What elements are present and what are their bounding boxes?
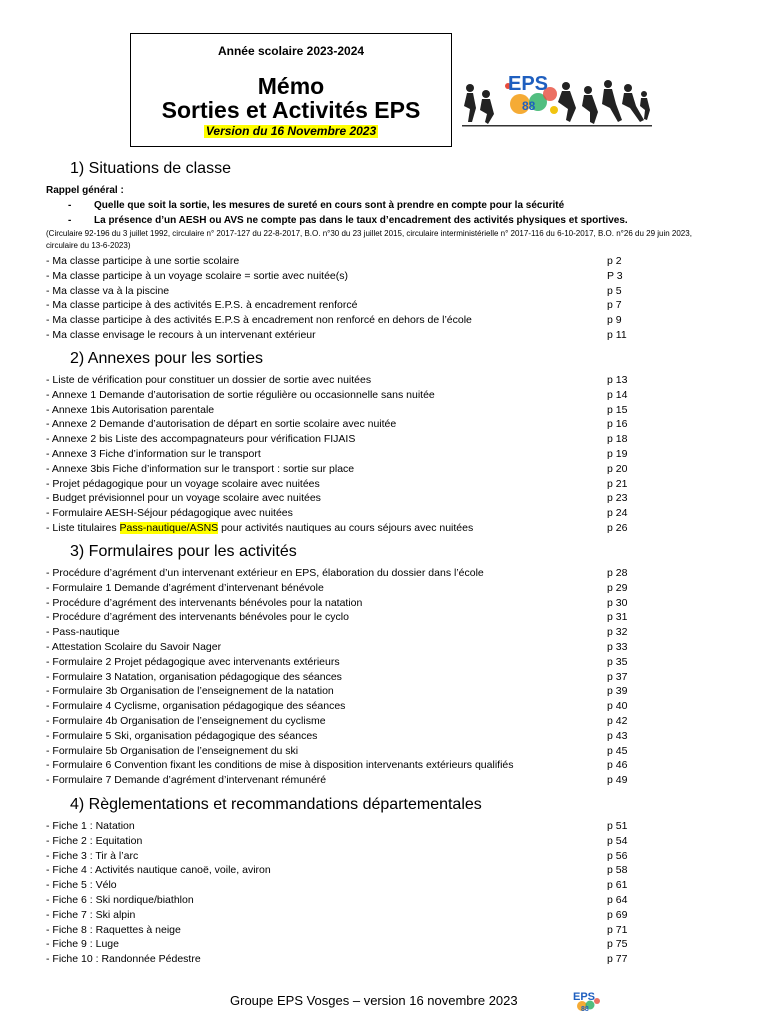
section-title-4: 4) Règlementations et recommandations départementales [70, 796, 482, 813]
toc-page: p 71 [607, 923, 628, 936]
toc-page: P 3 [607, 269, 623, 282]
toc-row-highlighted[interactable]: - Liste titulaires Pass-nautique/ASNS pour activités nautiques au cours séjours avec nuitées p 26 [46, 522, 628, 534]
toc-page: p 31 [607, 611, 628, 624]
section-title-3: 3) Formulaires pour les activités [70, 543, 297, 560]
toc-page: p 21 [607, 477, 628, 490]
reminder-bullet: - La présence d’un AESH ou AVS ne compte pas dans le taux d’encadrement des activités physiques et sportives. [68, 215, 628, 226]
toc-page: p 43 [607, 729, 628, 742]
toc-row[interactable] [46, 923, 634, 938]
toc-label: - Ma classe participe à une sortie scolaire [46, 255, 240, 267]
toc-label: - Annexe 2 Demande d’autorisation de départ en sortie scolaire avec nuitée [46, 418, 397, 431]
toc-row[interactable] [46, 863, 634, 878]
header-box [130, 33, 452, 147]
toc-label: - Ma classe participe à un voyage scolaire = sortie avec nuitée(s) [46, 269, 349, 282]
toc-row[interactable] [46, 373, 634, 388]
toc-page: p 51 [607, 820, 628, 832]
toc-page: p 33 [607, 640, 628, 653]
toc-list-4 [46, 819, 634, 967]
toc-list-2-last [46, 521, 634, 536]
toc-label: - Formulaire 7 Demande d’agrément d’intervenant rémunéré [46, 774, 327, 787]
toc-label: - Ma classe va à la piscine [46, 284, 170, 297]
toc-row[interactable] [46, 269, 634, 284]
toc-label: - Fiche 4 : Activités nautique canoë, voile, aviron [46, 864, 271, 877]
toc-page: p 14 [607, 388, 628, 401]
toc-page: p 13 [607, 374, 628, 386]
toc-page: p 5 [607, 284, 622, 297]
toc-row[interactable] [46, 670, 634, 685]
eps-sports-logo [458, 64, 654, 128]
toc-row[interactable] [46, 596, 634, 611]
toc-page: p 45 [607, 744, 628, 757]
eps-footer-logo [572, 988, 604, 1014]
logo-sub: 88 [522, 99, 536, 113]
toc-label: - Projet pédagogique pour un voyage scolaire avec nuitées [46, 477, 320, 490]
toc-page: p 54 [607, 834, 628, 847]
toc-page: p 24 [607, 507, 628, 520]
toc-label: - Formulaire 3b Organisation de l’enseignement de la natation [46, 685, 334, 698]
toc-label: - Formulaire 6 Convention fixant les conditions de mise à disposition intervenants extérieurs qualifiés [46, 759, 514, 772]
toc-label: - Fiche 7 : Ski alpin [46, 908, 136, 921]
toc-page: p 28 [607, 567, 628, 579]
section-title-2: 2) Annexes pour les sorties [70, 350, 263, 367]
toc-page: p 39 [607, 685, 628, 698]
toc-label: - Annexe 1 Demande d’autorisation de sortie régulière ou occasionnelle sans nuitée [46, 388, 435, 401]
toc-label: - Procédure d’agrément des intervenants bénévoles pour le cyclo [46, 611, 349, 624]
toc-row[interactable] [46, 849, 634, 864]
memo-title: Mémo [257, 73, 325, 99]
toc-row[interactable] [46, 819, 634, 834]
toc-page: p 7 [607, 299, 622, 312]
toc-page: p 77 [607, 953, 628, 966]
toc-label: - Fiche 3 : Tir à l’arc [46, 849, 139, 862]
toc-label: - Formulaire 3 Natation, organisation pédagogique des séances [46, 670, 342, 683]
footer-logo-text: EPS [573, 991, 596, 1003]
toc-label: - Ma classe envisage le recours à un intervenant extérieur [46, 328, 316, 341]
toc-row[interactable] [46, 403, 634, 418]
toc-page: p 16 [607, 418, 628, 431]
toc-label: - Annexe 3 Fiche d’information sur le transport [46, 447, 261, 460]
toc-label: - Fiche 8 : Raquettes à neige [46, 923, 181, 936]
toc-label: - Fiche 1 : Natation [46, 820, 135, 832]
toc-label: - Formulaire 4b Organisation de l’enseignement du cyclisme [46, 714, 326, 727]
toc-row[interactable] [46, 878, 634, 893]
toc-row[interactable] [46, 462, 634, 477]
toc-row[interactable] [46, 699, 634, 714]
highlight-pass-nautique: Pass-nautique/ASNS [119, 522, 219, 534]
memo-subtitle: Sorties et Activités EPS [161, 97, 421, 123]
circulaire-references: (Circulaire 92-196 du 3 juillet 1992, circulaire n° 2017-127 du 22-8-2017, B.O. n°30 du 23 juillet 2015, circulaire interministérielle n° 2017-116 du 6-10-2017, B.O. n°26 du 29 juin 2023, circulaire du 13-6-2023) [46, 229, 692, 250]
toc-page: p 18 [607, 433, 628, 446]
general-reminder [46, 184, 716, 252]
toc-row[interactable] [46, 729, 634, 744]
toc-page: p 20 [607, 462, 628, 475]
toc-row[interactable] [46, 758, 634, 773]
toc-page: p 15 [607, 403, 628, 416]
toc-label: - Fiche 9 : Luge [46, 938, 119, 951]
footer-logo-sub: 88 [581, 1006, 589, 1013]
school-year: Année scolaire 2023-2024 [217, 44, 365, 58]
toc-row[interactable] [46, 506, 634, 521]
toc-page: p 49 [607, 774, 628, 787]
toc-row[interactable] [46, 773, 634, 788]
toc-label: - Fiche 10 : Randonnée Pédestre [46, 953, 201, 966]
footer-text: Groupe EPS Vosges – version 16 novembre 2023 [230, 993, 518, 1008]
toc-row[interactable] [46, 417, 634, 432]
toc-page: p 69 [607, 908, 628, 921]
toc-row[interactable] [46, 581, 634, 596]
toc-list-3 [46, 566, 634, 788]
toc-label: - Formulaire 1 Demande d’agrément d’intervenant bénévole [46, 581, 324, 594]
toc-label: - Formulaire AESH-Séjour pédagogique avec nuitées [46, 507, 293, 520]
section-title-1: 1) Situations de classe [70, 160, 231, 177]
toc-label: - Annexe 2 bis Liste des accompagnateurs pour vérification FIJAIS [46, 433, 356, 446]
version-label: Version du 16 Novembre 2023 [205, 124, 377, 138]
toc-row[interactable] [46, 714, 634, 729]
toc-row[interactable] [46, 952, 634, 967]
toc-page: p 30 [607, 596, 628, 609]
toc-label: - Formulaire 5 Ski, organisation pédagogique des séances [46, 729, 318, 742]
toc-list-2 [46, 373, 634, 521]
toc-label: - Ma classe participe à des activités E.P.S à encadrement non renforcé en dehors de l’école [46, 314, 472, 327]
reminder-bullet: - Quelle que soit la sortie, les mesures de sureté en cours sont à prendre en compte pour la sécurité [68, 200, 565, 211]
toc-row[interactable] [46, 625, 634, 640]
toc-page: p 26 [607, 522, 628, 534]
toc-list-1 [46, 254, 634, 343]
toc-row[interactable] [46, 298, 634, 313]
toc-row[interactable] [46, 477, 634, 492]
toc-page: p 2 [607, 255, 622, 267]
toc-label: - Budget prévisionnel pour un voyage scolaire avec nuitées [46, 492, 321, 505]
toc-label: - Formulaire 2 Projet pédagogique avec intervenants extérieurs [46, 655, 340, 668]
toc-page: p 58 [607, 864, 628, 877]
toc-row[interactable] [46, 284, 634, 299]
toc-row[interactable] [46, 432, 634, 447]
toc-label: - Attestation Scolaire du Savoir Nager [46, 640, 222, 653]
toc-page: p 9 [607, 314, 622, 327]
toc-page: p 23 [607, 492, 628, 505]
toc-page: p 37 [607, 670, 628, 683]
toc-label: - Annexe 1bis Autorisation parentale [46, 403, 215, 416]
toc-row[interactable] [46, 655, 634, 670]
toc-label: - Procédure d’agrément d’un intervenant extérieur en EPS, élaboration du dossier dans l’école [46, 567, 484, 579]
toc-row[interactable] [46, 908, 634, 923]
logo-text: EPS [508, 73, 549, 95]
toc-row[interactable] [46, 893, 634, 908]
toc-row[interactable] [46, 491, 634, 506]
toc-label: - Procédure d’agrément des intervenants bénévoles pour la natation [46, 596, 363, 609]
toc-page: p 19 [607, 447, 628, 460]
toc-row[interactable] [46, 254, 634, 269]
toc-row[interactable] [46, 684, 634, 699]
toc-page: p 75 [607, 938, 628, 951]
toc-row[interactable] [46, 388, 634, 403]
toc-label: - Pass-nautique [46, 626, 120, 639]
toc-row[interactable] [46, 744, 634, 759]
toc-label: - Liste de vérification pour constituer un dossier de sortie avec nuitées [46, 374, 372, 386]
toc-row[interactable] [46, 610, 634, 625]
toc-label: - Fiche 5 : Vélo [46, 879, 117, 892]
toc-row[interactable] [46, 834, 634, 849]
toc-page: p 40 [607, 700, 628, 713]
toc-row[interactable] [46, 313, 634, 328]
toc-page: p 29 [607, 581, 628, 594]
toc-page: p 35 [607, 655, 628, 668]
toc-page: p 61 [607, 879, 628, 892]
toc-page: p 32 [607, 626, 628, 639]
toc-page: p 46 [607, 759, 628, 772]
toc-page: p 56 [607, 849, 628, 862]
toc-label: - Fiche 2 : Equitation [46, 834, 143, 847]
toc-page: p 11 [607, 328, 627, 341]
toc-label: - Fiche 6 : Ski nordique/biathlon [46, 893, 194, 906]
toc-label: - Formulaire 4 Cyclisme, organisation pédagogique des séances [46, 700, 346, 713]
toc-row[interactable] [46, 566, 634, 581]
toc-label: - Formulaire 5b Organisation de l’enseignement du ski [46, 744, 299, 757]
toc-row[interactable] [46, 937, 634, 952]
toc-row[interactable] [46, 447, 634, 462]
toc-row[interactable] [46, 640, 634, 655]
toc-label: - Annexe 3bis Fiche d’information sur le transport : sortie sur place [46, 462, 355, 475]
toc-page: p 64 [607, 893, 628, 906]
reminder-title: Rappel général : [46, 185, 124, 196]
toc-row[interactable] [46, 328, 634, 343]
toc-label: - Ma classe participe à des activités E.P.S. à encadrement renforcé [46, 299, 358, 312]
toc-page: p 42 [607, 714, 628, 727]
